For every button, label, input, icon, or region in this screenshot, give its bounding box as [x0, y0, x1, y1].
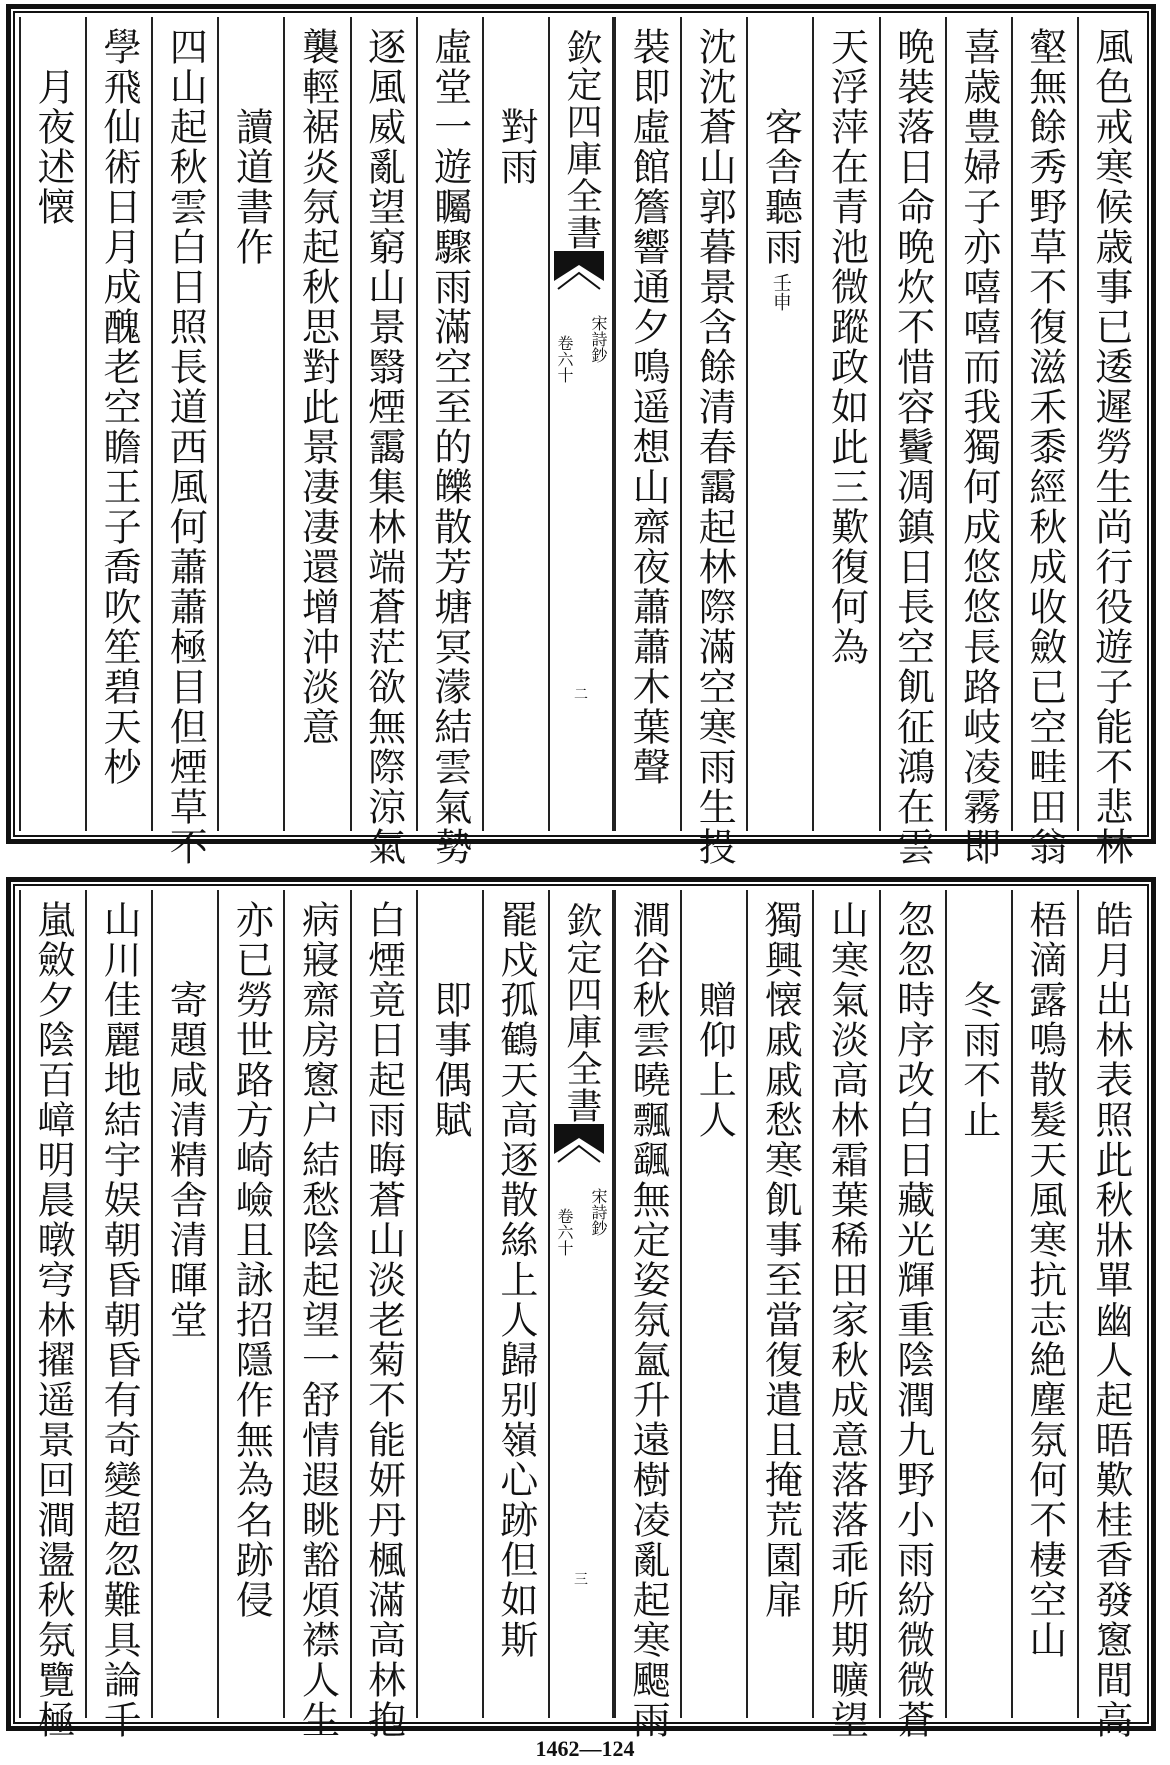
text-line: 獨興懐戚戚愁寒飢事至當復遣且掩荒園扉 [758, 900, 803, 1620]
upper-page-columns [19, 17, 1143, 867]
banner-volume: 卷六十 [554, 335, 574, 383]
banner-collection-name: 宋詩鈔 [589, 315, 609, 363]
text-line: 四山起秋雲白日照長道西風何蕭蕭極目但煙草不 [163, 27, 208, 867]
text-column [812, 890, 878, 1740]
poem-title: 對雨 [493, 107, 538, 187]
fishtail-mark [554, 1124, 604, 1174]
text-line: 白煙竟日起雨晦蒼山淡老菊不能妍丹楓滿高林抱 [361, 900, 406, 1740]
poem-title: 贈仰上人 [692, 980, 737, 1140]
text-column [812, 17, 878, 831]
poem-title: 寄題咸清精舎清暉堂 [163, 980, 208, 1340]
text-line: 亦已勞世路方崎嶮且詠招隱作無為名跡侵 [229, 900, 274, 1620]
text-column [879, 890, 945, 1740]
text-column [85, 890, 151, 1740]
banner-leaf-number: 二 [573, 687, 588, 704]
text-column [680, 17, 746, 867]
text-line: 虛堂一遊矚驟雨滿空至的皪散芳塘冥濛結雲氣勢 [427, 27, 472, 867]
lower-book-page [6, 877, 1156, 1740]
text-line: 風色戒寒候歳事已逶遲勞生尚行役遊子能不悲林 [1088, 27, 1133, 867]
text-column [879, 17, 945, 867]
text-line: 澗谷秋雲曉飄颻無定姿氛氳升遠樹凌亂起寒颸雨 [626, 900, 671, 1740]
text-line: 襲輕裾炎氛起秋思對此景凄凄還增沖淡意 [295, 27, 340, 747]
poem-title: 月夜述懐 [31, 67, 76, 227]
poem-title-column [416, 890, 482, 1718]
fold-banner [548, 890, 614, 1718]
text-column [283, 890, 349, 1740]
text-line: 晩裝落日命晩炊不惜容鬢凋鎮日長空飢征鴻在雲 [890, 27, 935, 867]
poem-title-column [482, 17, 548, 831]
banner-leaf-number: 三 [573, 1571, 588, 1588]
text-column [85, 17, 151, 831]
text-column [1077, 17, 1143, 867]
date-note: 壬申 [769, 273, 792, 311]
text-column [945, 17, 1011, 867]
text-line: 逐風威亂望窮山景翳煙靄集林端蒼茫欲無際涼氣 [361, 27, 406, 867]
poem-title-column [217, 17, 283, 831]
text-line: 山川佳麗地結宇娱朝昏朝昏有奇變超忽難具論千 [97, 900, 142, 1740]
text-line: 梧滴露鳴散髮天風寒抗志絶塵氛何不棲空山 [1022, 900, 1067, 1660]
page-number-footer: 1462—124 [535, 1736, 635, 1761]
text-line: 壑無餘秀野草不復滋禾黍經秋成收斂已空畦田翁 [1022, 27, 1067, 867]
poem-title-column [746, 17, 812, 831]
poem-title: 冬雨不止 [956, 980, 1001, 1140]
banner-collection-name: 宋詩鈔 [589, 1188, 609, 1236]
text-column [614, 17, 680, 831]
poem-title: 客舎聽雨 [758, 107, 803, 267]
banner-title: 欽定四庫全書 [560, 29, 602, 251]
text-line: 忽忽時序改白日藏光輝重陰潤九野小雨紛微微蒼 [890, 900, 935, 1740]
poem-title: 即事偶賦 [427, 980, 472, 1140]
poem-title-column [19, 17, 85, 831]
poem-title: 讀道書作 [229, 107, 274, 267]
text-column [746, 890, 812, 1718]
poem-title-column [680, 890, 746, 1718]
poem-title-column [151, 890, 217, 1718]
text-line: 皓月出林表照此秋牀單幽人起晤歎桂香發窻間高 [1088, 900, 1133, 1740]
text-column [350, 890, 416, 1740]
text-column [350, 17, 416, 867]
text-line: 山寒氣淡高林霜葉稀田家秋成意落落乖所期曠望 [824, 900, 869, 1740]
banner-volume: 卷六十 [554, 1208, 574, 1256]
banner-title: 欽定四庫全書 [560, 902, 602, 1124]
upper-book-page [6, 4, 1156, 867]
text-column [416, 17, 482, 867]
text-column [1011, 890, 1077, 1718]
text-column [1077, 890, 1143, 1740]
text-line: 罷戍孤鶴天高逐散絲上人歸别嶺心跡但如斯 [493, 900, 538, 1660]
text-column [151, 17, 217, 867]
text-line: 裝即虛館簷響通夕鳴遥想山齋夜蕭蕭木葉聲 [626, 27, 671, 787]
text-column [19, 890, 85, 1740]
text-line: 喜歳豊婦子亦嘻嘻而我獨何成悠悠長路岐凌霧即 [956, 27, 1001, 867]
text-column [614, 890, 680, 1740]
text-column [1011, 17, 1077, 867]
text-column [482, 890, 548, 1718]
fishtail-mark [554, 251, 604, 301]
text-column [283, 17, 349, 831]
text-line: 天浮萍在青池微蹤政如此三歎復何為 [824, 27, 869, 667]
text-column [217, 890, 283, 1718]
lower-page-columns [19, 890, 1143, 1740]
fold-banner [548, 17, 614, 831]
text-line: 病寢齋房窻户結愁陰起望一舒情遐眺豁煩襟人生 [295, 900, 340, 1740]
text-line: 沈沈蒼山郭暮景含餘清春靄起林際滿空寒雨生投 [692, 27, 737, 867]
poem-title-column [945, 890, 1011, 1718]
text-line: 嵐斂夕陰百嶂明晨暾穹林擢遥景回澗盪秋氛覽極 [31, 900, 76, 1740]
text-line: 學飛仙術日月成醜老空瞻王子喬吹笙碧天杪 [97, 27, 142, 787]
